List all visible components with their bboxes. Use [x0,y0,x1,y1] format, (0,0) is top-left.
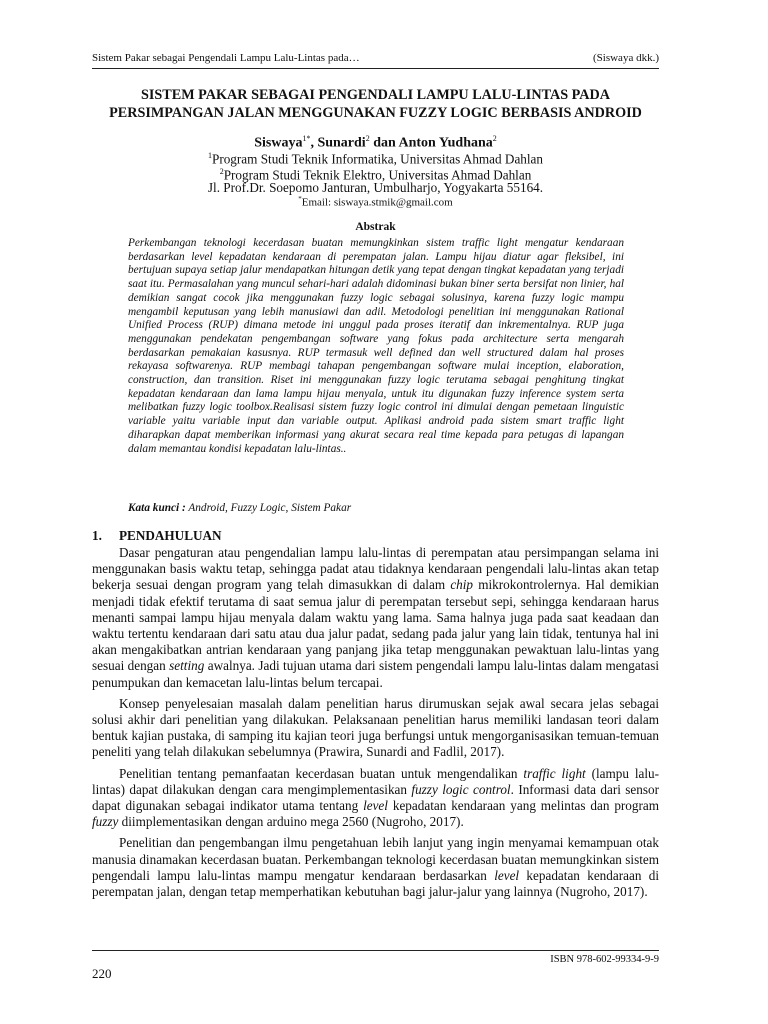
paragraph-3-part-c: . Informasi data dari sensor dapat digunakan sebagai indikator utama tentang [92,781,659,814]
affiliation-2-text: Program Studi Teknik Elektro, Universitas Ahmad Dahlan [223,167,532,183]
affiliation-1-mark: 1 [207,151,212,160]
paragraph-4-part-a: Penelitian dan pengembangan ilmu pengetahuan lebih lanjut yang ingin menyamai kemampuan otak manusia dinamakan kecerdasan buatan. Perkembangan teknologi kecerdasan buatan memungkinkan sistem pengendali lampu lalu-lintas mampu mengatur kendaraan berdasarkan [92,835,659,883]
paragraph-1-part-b: mikrokontrolernya. Hal demikian menjadi tidak efektif terutama di saat semua jalur di perempatan tersebut sepi, sehingga kendaraan harus menanti sampai lampu hijau menyala dalam waktu yang lama. Sama halnya juga pada saat keadaan dan waktu tertentu kendaraan dari satu atau dua jalur padat, sedang pada jalur yang lain tidak, tentunya hal ini akan mengakibatkan antrian kendaraan yang panjang jika tetap menggunakan pewaktuan lalu-lintas yang sesuai dengan [92,577,660,674]
paragraph-3 [92,766,659,831]
paragraph-1 [92,545,659,691]
paragraph-2: Konsep penyelesaian masalah dalam penelitian harus dirumuskan sejak awal secara jelas sebagai solusi akhir dari penelitian yang dilakukan. Pelaksanaan penelitian harus memiliki landasan teori dalam bentuk kajian pustaka, di samping itu kajian teori juga berfungsi untuk mengorganisasikan temuan-temuan peneliti yang telah dilakukan sebelumnya (Prawira, Sunardi and Fadlil, 2017). [92,695,659,760]
email-mark: * [298,195,302,203]
author-separator-1: , [310,135,318,151]
author-1-mark: 1* [302,134,311,143]
author-3: Anton Yudhana [398,135,493,151]
author-1: Siswaya [254,135,303,151]
affiliation-1-text: Program Studi Teknik Informatika, Universitas Ahmad Dahlan [211,151,544,167]
author-separator-2: dan [369,135,399,151]
keywords [128,502,624,514]
author-3-mark: 2 [492,134,497,143]
paragraph-1-part-a: Dasar pengaturan atau pengendalian lampu lalu-lintas di perempatan atau persimpangan selama ini menggunakan basis waktu tetap, sehingga padat atau tidaknya kendaraan pengendali lalu-lintas akan tetap bekerja sesuai dengan program yang telah dimasukkan di dalam [92,545,659,593]
paragraph-3-part-b: (lampu lalu-lintas) dapat dilakukan dengan cara mengimplementasikan [92,765,659,797]
affiliation-2-mark: 2 [219,167,224,176]
paragraph-1-chip: chip [450,577,474,593]
affiliation-address: Jl. Prof.Dr. Soepomo Janturan, Umbulharjo, Yogyakarta 55164. [207,180,544,195]
footer-rule [92,950,659,951]
paragraph-1-part-c: awalnya. Jadi tujuan utama dari sistem pengendali lampu lalu-lintas dalam mengatasi penumpukan dan kemacetan lalu-lintas belum tercapai. [92,658,660,690]
paper-title [92,86,659,122]
section-title: PENDAHULUAN [119,528,222,543]
paragraph-3-part-e: diimplementasikan dengan arduino mega 2560 (Nugroho, 2017). [118,814,464,830]
section-number: 1. [92,528,102,543]
paragraph-3-fuzzy: fuzzy [92,814,119,830]
paragraph-3-part-a: Penelitian tentang pemanfaatan kecerdasan buatan untuk mengendalikan [119,765,524,781]
paragraph-3-part-d: kepadatan kendaraan yang melintas dan program [387,798,659,814]
abstract-text: Perkembangan teknologi kecerdasan buatan memungkinkan sistem traffic light mengatur kendaraan berdasarkan level kepadatan kendaraan di perempatan jalan. Lampu hijau diatur agar fleksibel, ini bertujuan supaya setiap jalur mendapatkan hitungan detik yang tepat dengan tingkat kepadatan yang terjadi saat itu. Permasalahan yang muncul sehari-hari adalah didominasi bukan biner serta bersifat non linier, hal demikian sangat cocok jika menggunakan fuzzy logic sebagai solusinya, karena fuzzy logic mampu mengambil keputusan yang lebih manusiawi dan adil. Metodologi penelitian ini menggunakan Rational Unified Process (RUP) dimana metode ini unggul pada proses iteratif dan inkrementalnya. RUP juga menggunakan pendekatan pengembangan software yang fokus pada architecture serta mengarah berdasarkan pemakaian kasusnya. RUP termasuk well defined dan well structured dalam hal proses rekayasa softwarenya. RUP membagi tahapan pengembangan software mulai inception, elaboration, construction, dan transition. Riset ini menggunakan fuzzy logic terutama sebagai penghitung tingkat kepadatan kendaraan dan lama lampu hijau menyala, untuk itu digunakan fuzzy inference system serta melibatkan fuzzy logic toolbox.Realisasi sistem fuzzy logic control ini dimulai dengan pemetaan linguistic variable yaitu variable input dan variable output. Aplikasi android pada sistem smart traffic light diharapkan dapat memberikan informasi yang akurat secara real time kepada para petugas di lapangan dalam memantau kondisi kepadatan lalu-lintas.. [128,237,624,455]
paragraph-3-traffic-light: traffic light [523,765,586,781]
keywords-text: Android, Fuzzy Logic, Sistem Pakar [185,502,352,514]
paragraph-1-setting: setting [169,658,205,674]
paragraph-4-level: level [494,867,520,883]
corresponding-email [92,195,659,209]
author-2: Sunardi [317,135,366,151]
email-text: Email: siswaya.stmik@gmail.com [301,196,453,209]
paper-title-line-1: SISTEM PAKAR SEBAGAI PENGENDALI LAMPU LALU-LINTAS PADA [140,87,611,103]
paragraph-4 [92,835,659,900]
page-number: 220 [92,966,112,981]
paper-title-line-2: PERSIMPANGAN JALAN MENGGUNAKAN FUZZY LOGIC BERBASIS ANDROID [109,105,642,121]
section-heading [92,528,222,544]
isbn: ISBN 978-602-99334-9-9 [550,954,659,965]
keywords-label: Kata kunci : [128,502,186,514]
section-body [92,545,659,905]
running-header-title: Sistem Pakar sebagai Pengendali Lampu Lalu-Lintas pada… [92,52,360,64]
running-header-authors: (Siswaya dkk.) [593,52,659,64]
header-rule [92,68,659,69]
paragraph-3-fuzzy-logic-control: fuzzy logic control [411,781,511,797]
author-2-mark: 2 [365,134,370,143]
paragraph-3-level: level [363,798,388,814]
abstract-heading: Abstrak [355,221,396,233]
paragraph-4-part-b: kepadatan kendaraan di perempatan jalan, dengan tetap memperhatikan kebutuhan bagi jalur-jalur yang lainnya (Nugroho, 2017). [92,867,660,900]
